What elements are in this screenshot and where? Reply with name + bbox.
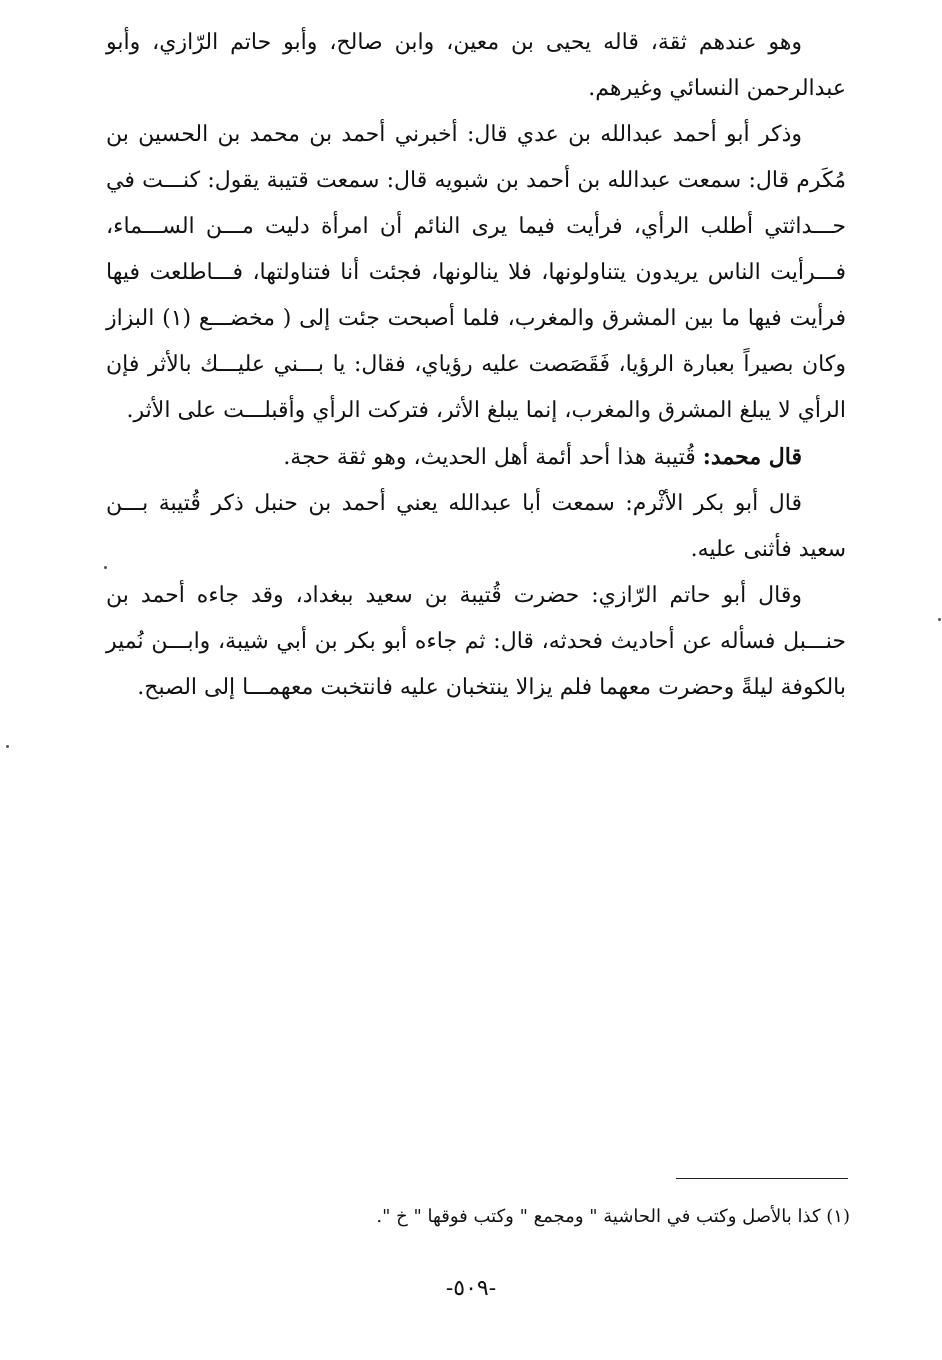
scan-speck [938,618,941,621]
page-number: -٥٠٩- [445,1276,497,1301]
paragraph-5: وقال أبو حاتم الرّازي: حضرت قُتيبة بن سعيد ببغداد، وقد جاءه أحمد بن حنـــبل فسأله عن أحاديث فحدثه، قال: ثم جاءه أبو بكر بن أبي شيبة، وابـــن نُمير بالكوفة ليلةً وحضرت معهما فلم يزالا ينتخبان عليه فانتخبت معهمـــا إلى الصبح. [106,583,846,700]
paragraph-2: وذكر أبو أحمد عبدالله بن عدي قال: أخبرني أحمد بن محمد بن الحسين بن مُكَرم قال: سمعت عبدالله بن أحمد بن شبويه قال: سمعت قتيبة يقول: كنـــت في حـــداثتي أطلب الرأي، فرأيت فيما يرى النائم أن امرأة دليت مـــن الســـماء، فـــرأيت الناس يريدون يتناولونها، فلا ينالونها، فجئت أنا فتناولتها، فـــاطلعت فيها فرأيت فيها ما بين المشرق والمغرب، فلما أصبحت جئت إلى ( مخضـــع (١) البزاز وكان بصيراً بعبارة الرؤيا، فَقَصَصت عليه رؤياي، فقال: يا بـــني عليـــك بالأثر فإن الرأي لا يبلغ المشرق والمغرب، إنما يبلغ الأثر، فتركت الرأي وأقبلـــت على الأثر. [106,122,847,423]
main-text-block [106,20,846,711]
paragraph-3 [106,434,846,481]
footnote-divider [676,1178,848,1179]
scan-speck [104,566,107,569]
paragraph-4: قال أبو بكر الأثْرم: سمعت أبا عبدالله يعني أحمد بن حنبل ذكر قُتيبة بـــن سعيد فأثنى عليه. [106,491,846,562]
paragraph-3-text: قُتيبة هذا أحد أئمة أهل الحديث، وهو ثقة حجة. [283,445,703,470]
scan-speck [6,745,9,748]
footnote: (١) كذا بالأصل وكتب في الحاشية " ومجمع " وكتب فوقها " خ ". [376,1206,850,1227]
paragraph-1: وهو عندهم ثقة، قاله يحيى بن معين، وابن صالح، وأبو حاتم الرّازي، وأبو عبدالرحمن النسائي وغيرهم. [106,30,846,101]
paragraph-3-lead: قال محمد: [702,444,802,470]
